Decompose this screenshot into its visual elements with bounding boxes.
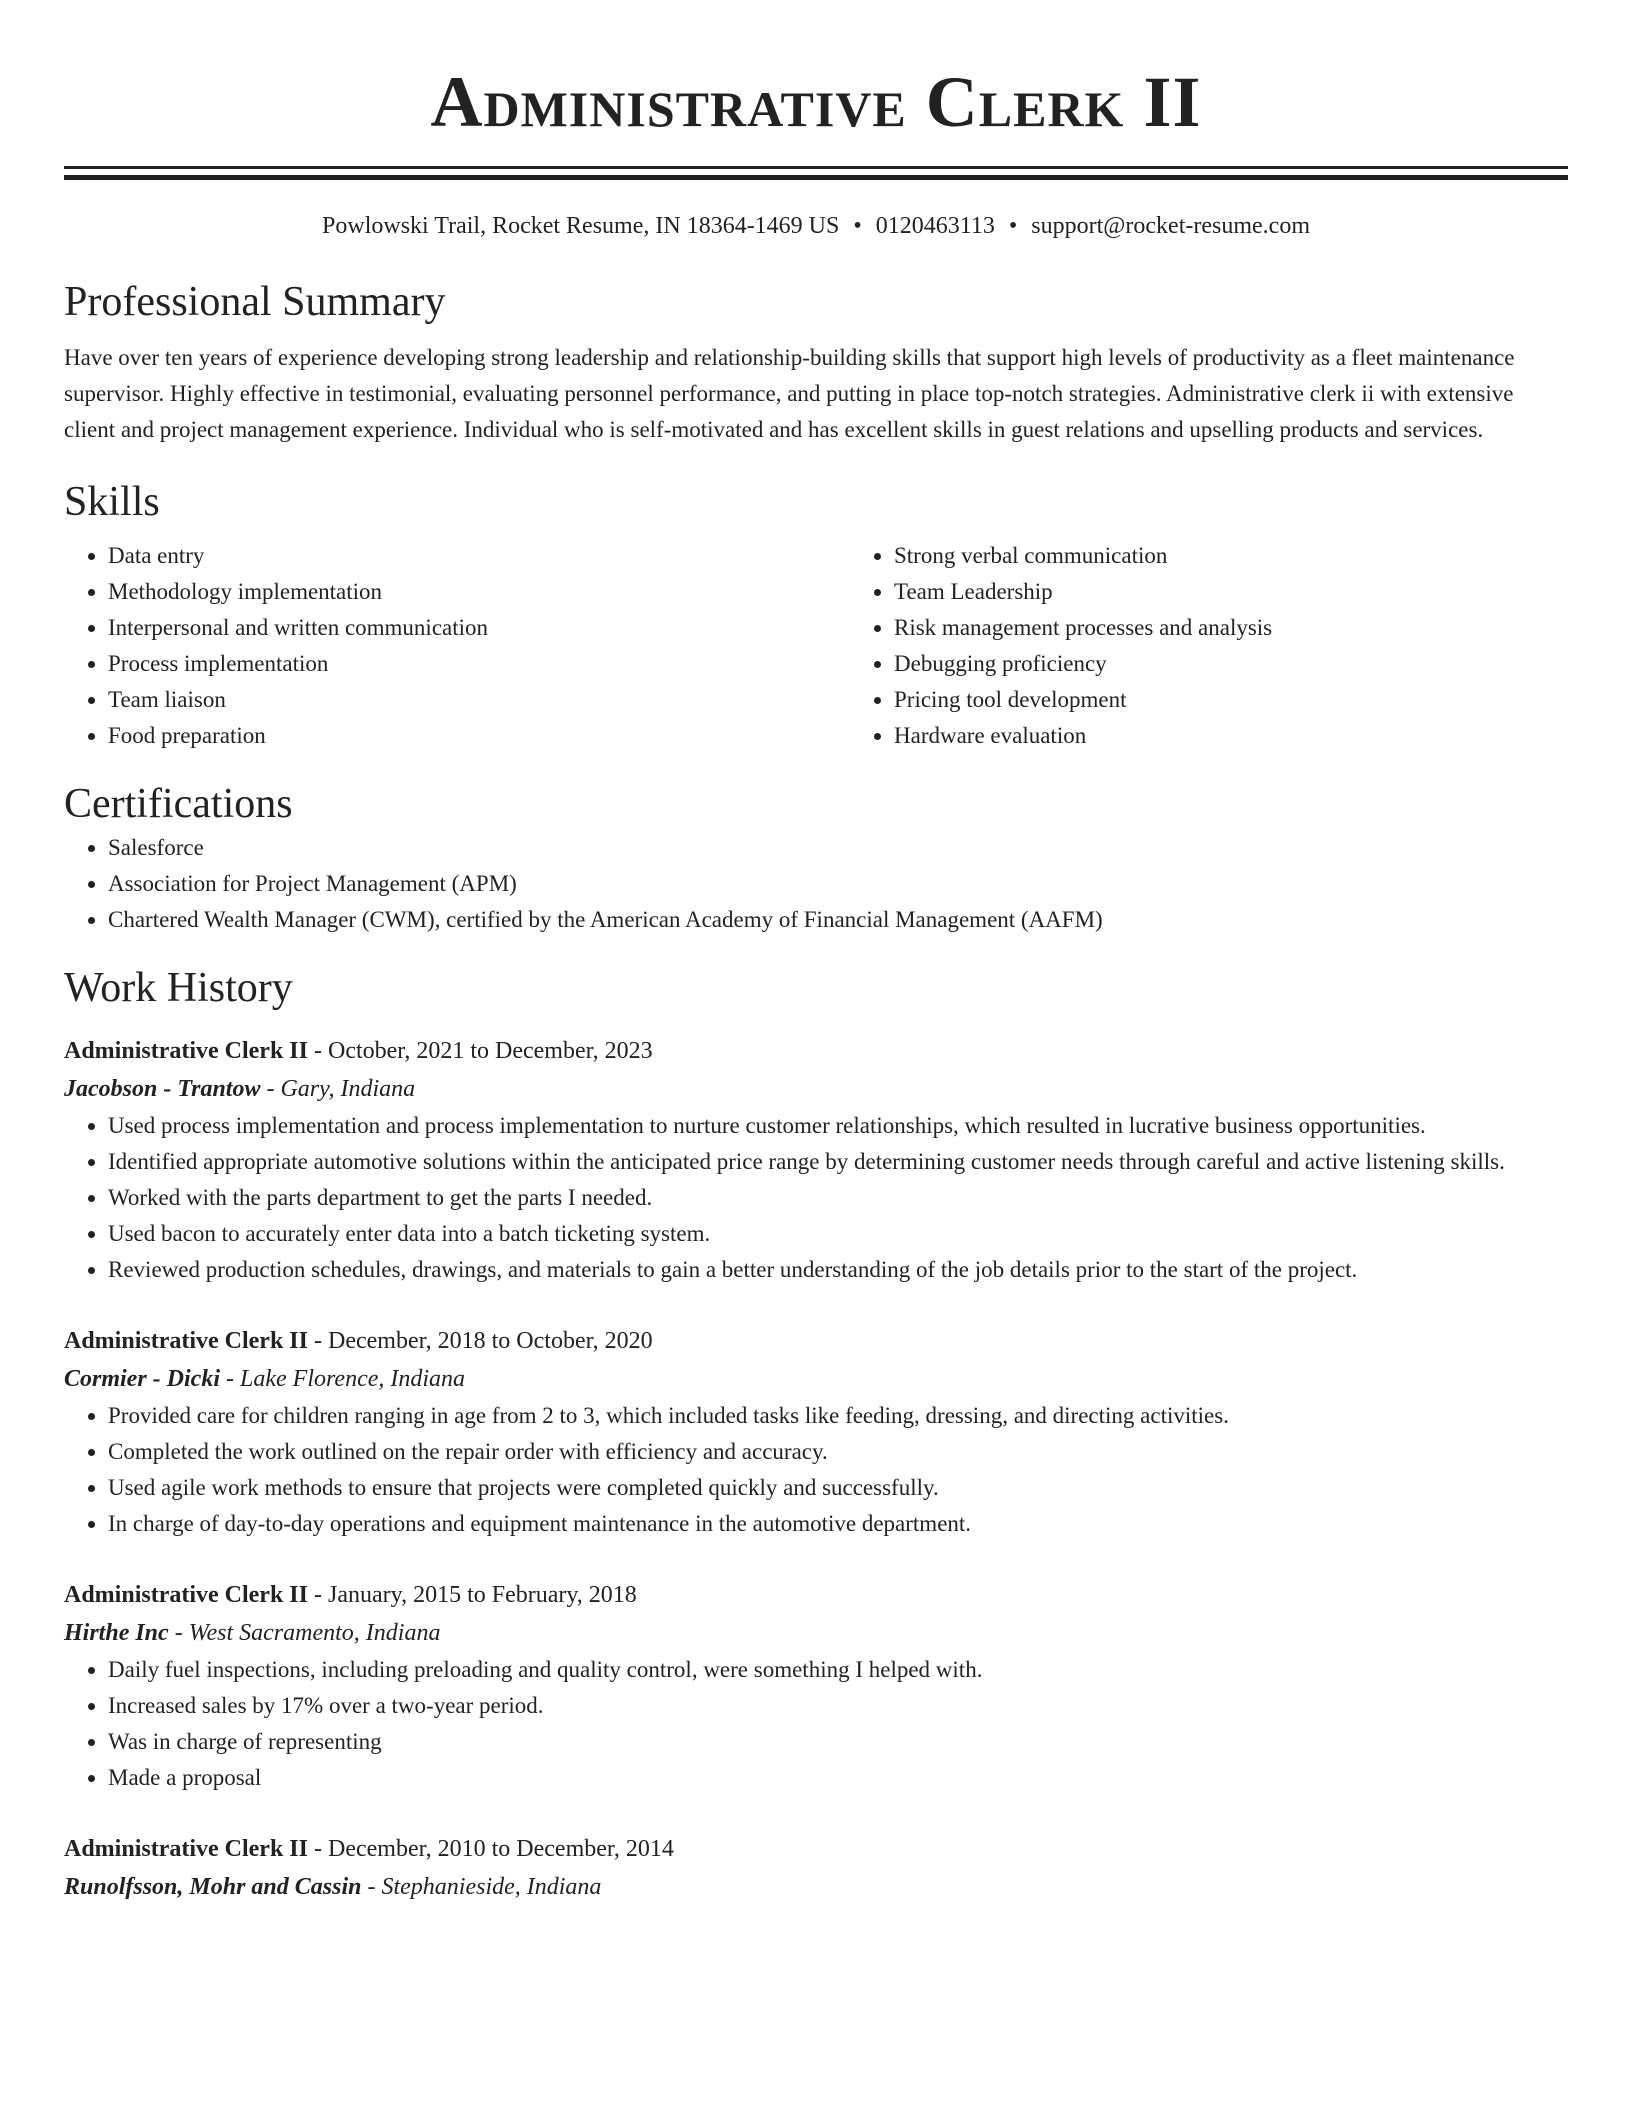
skill-item: • Process implementation [108,646,850,682]
job-dates: October, 2021 to December, 2023 [327,1038,653,1064]
certification-item: • Chartered Wealth Manager (CWM), certified by the American Academy of Financial Management (AAFM) [108,902,1568,938]
job-header: Administrative Clerk II - October, 2021 to December, 2023 [64,1038,653,1064]
job-bullets [64,1108,1568,1288]
certification-item: • Association for Project Management (APM) [108,866,1568,902]
job-location: West Sacramento, Indiana [188,1620,441,1646]
contact-phone: 0120463113 [875,213,995,239]
contact-separator: • [853,213,862,239]
certifications-heading: Certifications [64,781,293,827]
job-entry [64,1576,1568,1796]
contact-line [64,210,1568,242]
job-header: Administrative Clerk II - December, 2018 to October, 2020 [64,1328,653,1354]
job-title: Administrative Clerk II [64,1038,308,1064]
job-dates: December, 2018 to October, 2020 [327,1328,653,1354]
job-company: Hirthe Inc [64,1620,169,1646]
skill-item: • Pricing tool development [894,682,1632,718]
skill-item: • Risk management processes and analysis [894,610,1632,646]
job-entry [64,1322,1568,1542]
contact-email: support@rocket-resume.com [1031,213,1310,239]
job-bullet: • Made a proposal [108,1760,1568,1796]
job-bullet: • Used agile work methods to ensure that projects were completed quickly and successfully. [108,1470,1568,1506]
skill-item: • Team liaison [108,682,850,718]
job-bullet: • Identified appropriate automotive solutions within the anticipated price range by determining customer needs through careful and active listening skills. [108,1144,1568,1180]
skill-item: • Food preparation [108,718,850,754]
skill-item: • Hardware evaluation [894,718,1632,754]
job-location: Stephanieside, Indiana [381,1874,602,1900]
skill-item: • Team Leadership [894,574,1632,610]
work-history-heading: Work History [64,965,293,1011]
header-divider [64,166,1568,169]
job-title: Administrative Clerk II [64,1836,308,1862]
skills-list-right [850,538,1632,754]
job-bullet: • Used bacon to accurately enter data into a batch ticketing system. [108,1216,1568,1252]
skills-columns [64,538,1568,754]
job-header: Administrative Clerk II - January, 2015 to February, 2018 [64,1582,637,1608]
certification-item: • Salesforce [108,830,1568,866]
job-bullet: • Daily fuel inspections, including preloading and quality control, were something I helped with. [108,1652,1568,1688]
job-title: Administrative Clerk II [64,1582,308,1608]
header-divider-thick [64,175,1568,180]
job-bullet: • Provided care for children ranging in age from 2 to 3, which included tasks like feeding, dressing, and directing activities. [108,1398,1568,1434]
job-location: Gary, Indiana [280,1076,416,1102]
job-entry [64,1830,1568,1906]
skills-list-left [64,538,850,754]
job-bullet: • Increased sales by 17% over a two-year period. [108,1688,1568,1724]
skill-item: • Interpersonal and written communication [108,610,850,646]
resume-name: Administrative Clerk II [430,62,1202,142]
job-title: Administrative Clerk II [64,1328,308,1354]
summary-text: Have over ten years of experience developing strong leadership and relationship-building skills that support high levels of productivity as a fleet maintenance supervisor. Highly effective in testimonial, evaluating personnel performance, and putting in place top-notch strategies. Administrative clerk ii with extensive client and project management experience. Individual who is self-motivated and has excellent skills in guest relations and upselling products and services. [64,345,1515,442]
job-company: Jacobson - Trantow [64,1076,261,1102]
job-employer: Cormier - Dicki - Lake Florence, Indiana [64,1366,466,1392]
job-employer: Runolfsson, Mohr and Cassin - Stephanieside, Indiana [64,1874,602,1900]
skill-item: • Methodology implementation [108,574,850,610]
job-dates: December, 2010 to December, 2014 [327,1836,674,1862]
job-bullet: • In charge of day-to-day operations and equipment maintenance in the automotive department. [108,1506,1568,1542]
job-bullet: • Used process implementation and process implementation to nurture customer relationships, which resulted in lucrative business opportunities. [108,1108,1568,1144]
job-company: Runolfsson, Mohr and Cassin [64,1874,362,1900]
job-bullet: • Completed the work outlined on the repair order with efficiency and accuracy. [108,1434,1568,1470]
job-location: Lake Florence, Indiana [240,1366,466,1392]
job-bullet: • Was in charge of representing [108,1724,1568,1760]
job-company: Cormier - Dicki [64,1366,220,1392]
summary-heading: Professional Summary [64,279,446,325]
job-entry [64,1032,1568,1288]
job-bullet: • Worked with the parts department to get the parts I needed. [108,1180,1568,1216]
job-employer: Hirthe Inc - West Sacramento, Indiana [64,1620,441,1646]
job-bullets [64,1398,1568,1542]
contact-address: Powlowski Trail, Rocket Resume, IN 18364-1469 US [322,213,840,239]
contact-separator: • [1008,213,1018,239]
skill-item: • Debugging proficiency [894,646,1632,682]
job-header: Administrative Clerk II - December, 2010 to December, 2014 [64,1836,674,1862]
certifications-list [64,830,1568,938]
job-bullets [64,1652,1568,1796]
job-dates: January, 2015 to February, 2018 [327,1582,637,1608]
job-employer: Jacobson - Trantow - Gary, Indiana [64,1076,416,1102]
skills-heading: Skills [64,479,160,525]
skill-item: • Strong verbal communication [894,538,1632,574]
skill-item: • Data entry [108,538,850,574]
job-bullet: • Reviewed production schedules, drawings, and materials to gain a better understanding of the job details prior to the start of the project. [108,1252,1568,1288]
